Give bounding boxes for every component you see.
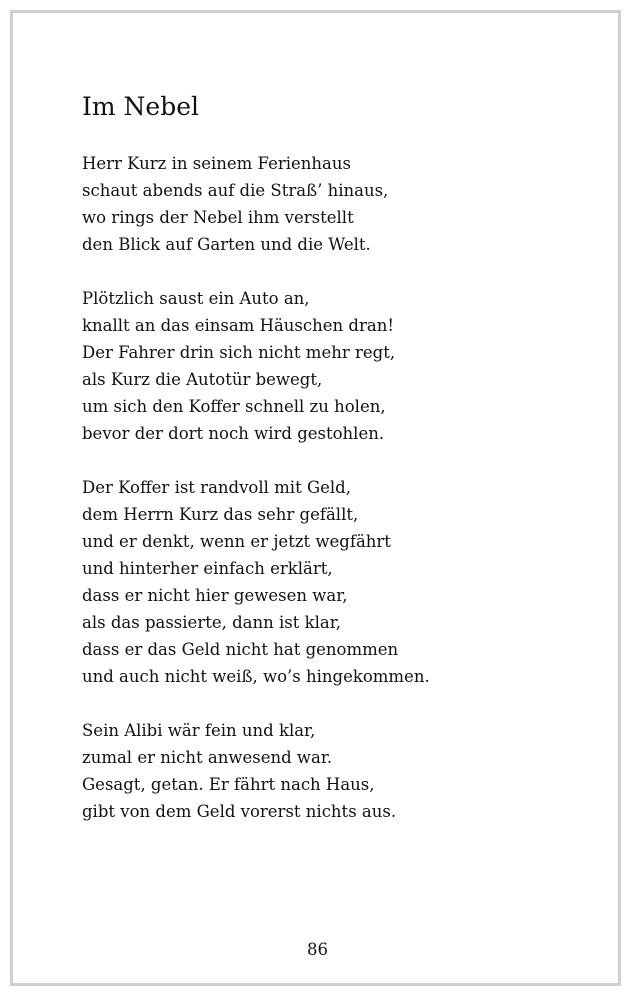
poem-line: gibt von dem Geld vorerst nichts aus. — [82, 802, 397, 821]
poem-line: den Blick auf Garten und die Welt. — [82, 235, 371, 254]
poem-line: Der Koffer ist randvoll mit Geld, — [82, 478, 351, 497]
poem-line: knallt an das einsam Häuschen dran! — [82, 316, 394, 335]
poem-line: zumal er nicht anwesend war. — [82, 748, 333, 767]
poem-line: Plötzlich saust ein Auto an, — [82, 289, 310, 308]
poem-line: um sich den Koffer schnell zu holen, — [82, 397, 386, 416]
poem-body — [82, 150, 582, 852]
poem-line: dass er nicht hier gewesen war, — [82, 586, 348, 605]
poem-line: Der Fahrer drin sich nicht mehr regt, — [82, 343, 396, 362]
poem-line: Herr Kurz in seinem Ferienhaus — [82, 154, 351, 173]
stanza-1 — [82, 150, 582, 258]
poem-line: bevor der dort noch wird gestohlen. — [82, 424, 385, 443]
poem-line: schaut abends auf die Straß’ hinaus, — [82, 181, 389, 200]
page-number: 86 — [307, 940, 328, 959]
stanza-3 — [82, 474, 582, 690]
stanza-4 — [82, 717, 582, 825]
poem-line: Gesagt, getan. Er fährt nach Haus, — [82, 775, 375, 794]
poem-line: wo rings der Nebel ihm verstellt — [82, 208, 354, 227]
poem-line: und er denkt, wenn er jetzt wegfährt — [82, 532, 391, 551]
poem-line: dem Herrn Kurz das sehr gefällt, — [82, 505, 359, 524]
poem-line: Sein Alibi wär fein und klar, — [82, 721, 316, 740]
poem-line: als Kurz die Autotür bewegt, — [82, 370, 323, 389]
poem-line: und auch nicht weiß, wo’s hingekommen. — [82, 667, 430, 686]
stanza-2 — [82, 285, 582, 447]
poem-line: dass er das Geld nicht hat genommen — [82, 640, 399, 659]
poem-line: als das passierte, dann ist klar, — [82, 613, 342, 632]
poem-line: und hinterher einfach erklärt, — [82, 559, 333, 578]
poem-title: Im Nebel — [82, 92, 199, 121]
